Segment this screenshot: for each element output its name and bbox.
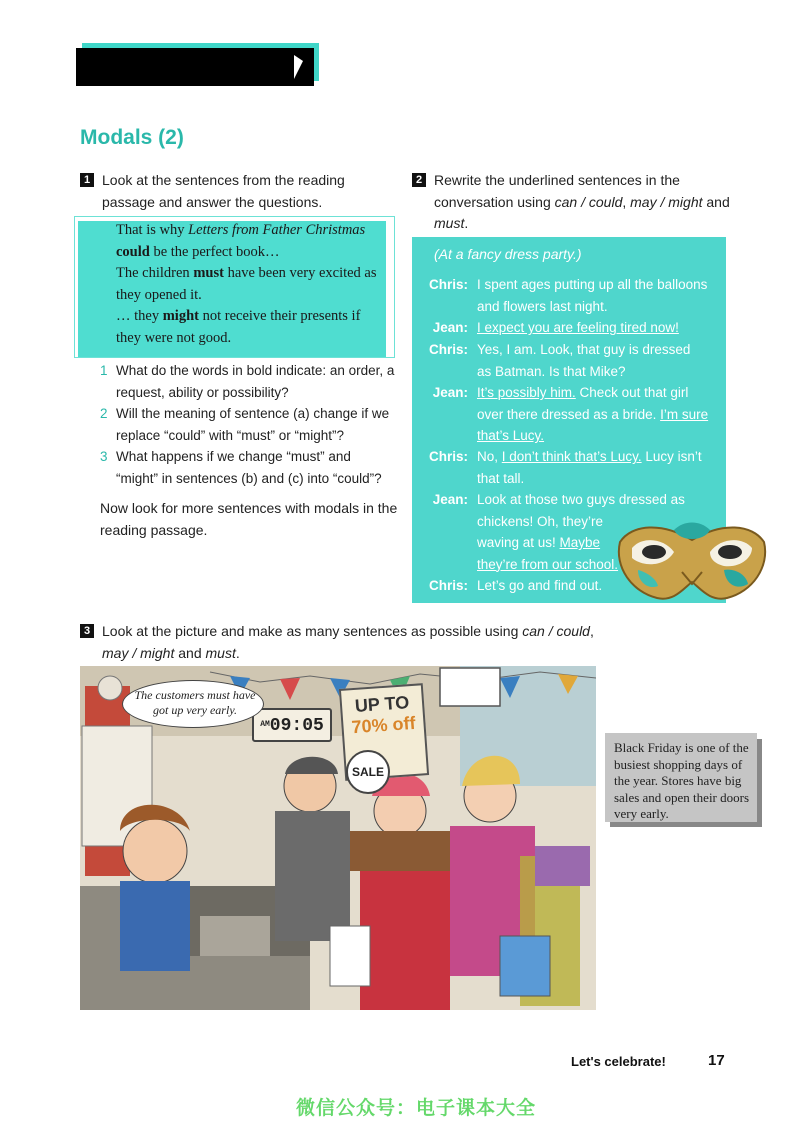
exercise-2-number: 2	[412, 173, 426, 187]
exercise-3-instruction: Look at the picture and make as many sentences as possible using can / could, may / might and must.	[102, 623, 594, 661]
header-notch	[294, 55, 303, 79]
carnival-mask-illustration	[612, 512, 772, 608]
header-bar	[76, 48, 314, 86]
exercise-2-instruction: Rewrite the underlined sentences in the conversation using can / could, may / might and must.	[434, 172, 730, 231]
footer-unit-title: Let's celebrate!	[571, 1054, 666, 1069]
exercise-1-instruction: Look at the sentences from the reading passage and answer the questions.	[102, 172, 345, 210]
section-title: Modals (2)	[80, 126, 184, 149]
speaker: Chris:	[428, 449, 468, 464]
speaker: Jean:	[432, 320, 468, 335]
speaker: Chris:	[428, 342, 468, 357]
quote-text: That is why Letters from Father Christmas could be the perfect book… The children must have been very excited as they opened it. … they might not receive their presents if they were not good.	[116, 222, 377, 346]
discount-sign: UP TO 70% off	[339, 683, 429, 781]
watermark: 微信公众号：电子课本大全	[296, 1098, 537, 1119]
speaker: Chris:	[428, 578, 468, 593]
dialog-note: (At a fancy dress party.)	[434, 246, 582, 262]
page-number: 17	[708, 1052, 725, 1069]
question-item: 2 Will the meaning of sentence (a) change if we replace “could” with “must” or “might”?	[100, 406, 390, 443]
clock-display: AM09:05	[252, 708, 332, 742]
exercise-1-number: 1	[80, 173, 94, 187]
speaker: Jean:	[432, 492, 468, 507]
info-box-text: Black Friday is one of the busiest shopping days of the year. Stores have big sales and open their doors very early.	[614, 740, 750, 821]
question-list	[100, 360, 395, 489]
black-friday-shopping-illustration	[80, 666, 596, 1010]
exercise-3-number: 3	[80, 624, 94, 638]
exercise-1-followup: Now look for more sentences with modals in the reading passage.	[100, 500, 398, 538]
speaker: Jean:	[432, 385, 468, 400]
question-item: 1 What do the words in bold indicate: an order, a request, ability or possibility?	[100, 363, 395, 400]
speech-bubble-text: The customers must have got up very early.	[134, 688, 256, 717]
speaker: Chris:	[428, 277, 468, 292]
sale-badge: SALE	[346, 750, 390, 794]
question-item: 3 What happens if we change “must” and “might” in sentences (b) and (c) into “could”?	[100, 449, 382, 486]
